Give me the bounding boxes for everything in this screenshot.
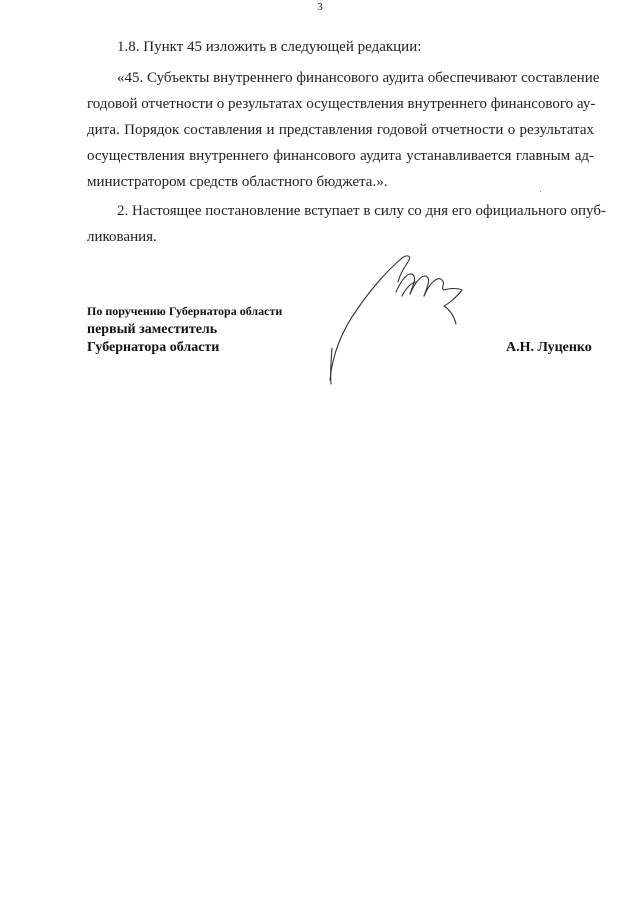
page-number: 3: [317, 1, 323, 13]
quote-line-3: дита. Порядок составления и представления годовой отчетности о результатах: [87, 122, 594, 138]
signer-name: А.Н. Луценко: [506, 340, 592, 355]
authority-note: По поручению Губернатора области: [87, 304, 283, 318]
quote-line-1: «45. Субъекты внутреннего финансового аудита обеспечивают составление: [117, 70, 600, 86]
handwritten-signature-icon: [320, 248, 480, 398]
quote-line-5: министратором средств областного бюджета.».: [87, 174, 388, 190]
item-2-line-1: 2. Настоящее постановление вступает в силу со дня его официального опуб-: [117, 203, 606, 219]
quote-line-4: осуществления внутреннего финансового аудита устанавливается главным ад-: [87, 148, 594, 164]
position-line-2: Губернатора области: [87, 340, 220, 355]
position-line-1: первый заместитель: [87, 322, 218, 337]
item-2-line-2: ликования.: [87, 229, 157, 245]
quote-line-2: годовой отчетности о результатах осуществления внутреннего финансового ау-: [87, 96, 596, 112]
item-1-8-heading: 1.8. Пункт 45 изложить в следующей редакции:: [117, 39, 422, 55]
scan-speck: [540, 191, 541, 192]
